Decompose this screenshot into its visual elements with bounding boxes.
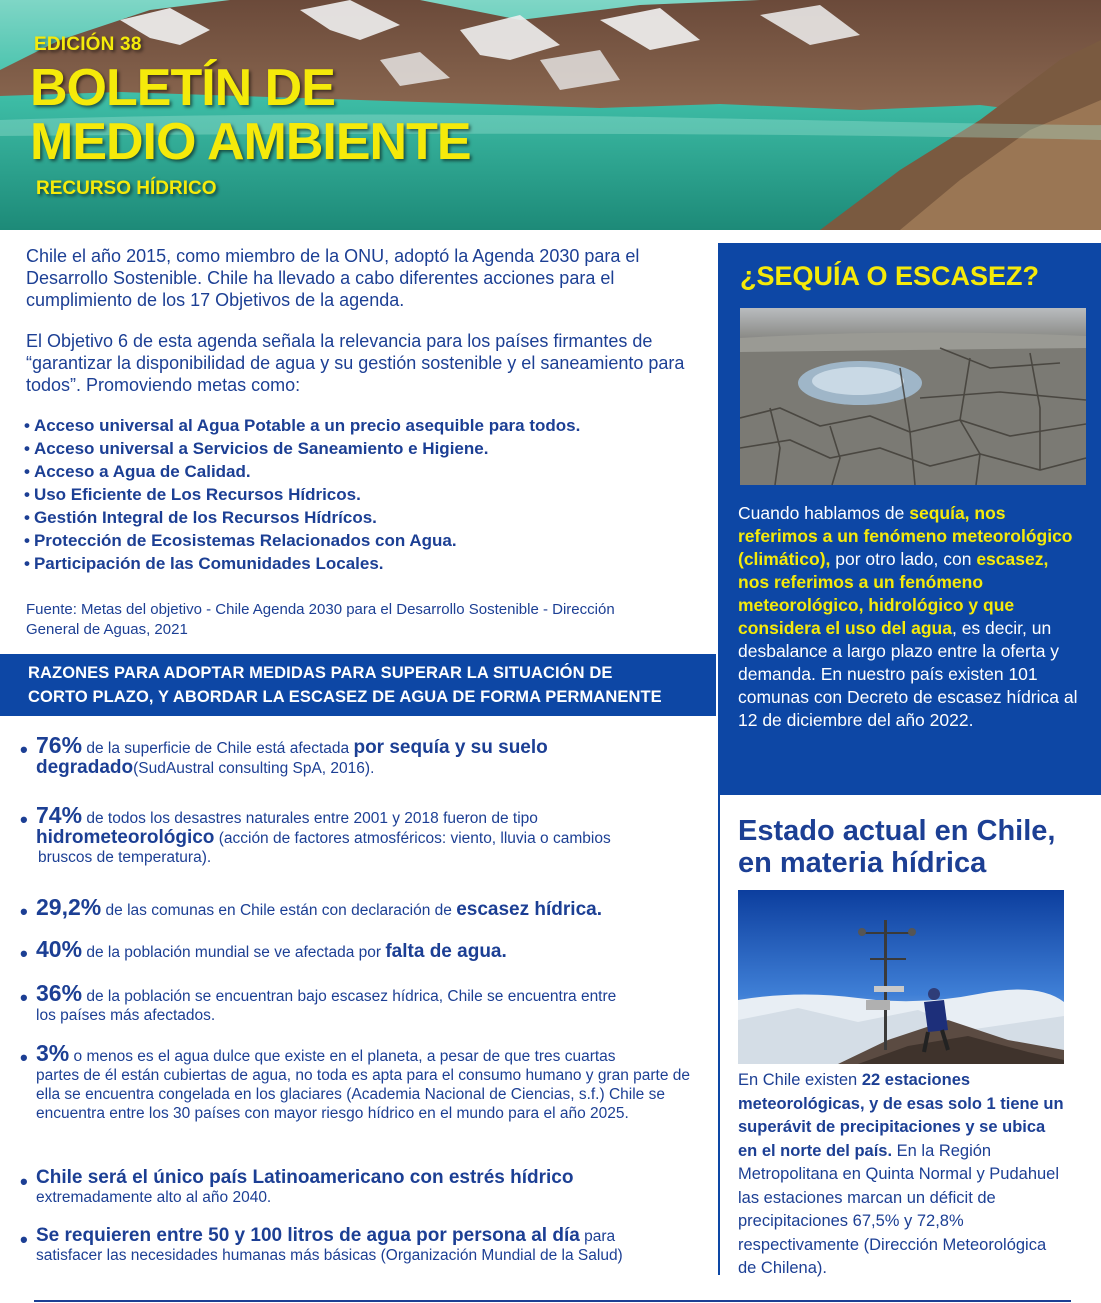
- fact-stat: 76%: [36, 732, 83, 758]
- weather-station-photo: [738, 890, 1064, 1064]
- bulletin-title-line1: BOLETÍN DE: [30, 59, 335, 117]
- reasons-banner-line1: RAZONES PARA ADOPTAR MEDIDAS PARA SUPERAR LA SITUACIÓN DE: [28, 664, 613, 682]
- goal-item: • Participación de las Comunidades Locales.: [24, 552, 714, 575]
- goal-item: • Protección de Ecosistemas Relacionados con Agua.: [24, 529, 714, 552]
- column-divider: [718, 795, 720, 1275]
- goals-list: [24, 414, 714, 575]
- drought-panel-title: ¿SEQUÍA O ESCASEZ?: [740, 261, 1040, 291]
- bulletin-title-line2: MEDIO AMBIENTE: [30, 113, 471, 171]
- fact-stat: 40%: [36, 936, 83, 962]
- fact-stat: 74%: [36, 802, 83, 828]
- fact-item: • 74% de todos los desastres naturales entre 2001 y 2018 fueron de tipo hidrometeorológico (acción de factores atmosféricos: viento, lluvia o cambios bruscos de temperatura).: [20, 802, 611, 866]
- reasons-banner-line2: CORTO PLAZO, Y ABORDAR LA ESCASEZ DE AGUA DE FORMA PERMANENTE: [28, 688, 662, 706]
- fact-stat: 29,2%: [36, 894, 102, 920]
- bullet-icon: •: [20, 941, 28, 966]
- bottom-rule: [34, 1300, 1071, 1302]
- fact-item: • 76% de la superficie de Chile está afectada por sequía y su suelo degradado(SudAustral consulting SpA, 2016).: [20, 732, 548, 778]
- bulletin-subtitle: RECURSO HÍDRICO: [36, 178, 217, 199]
- source-citation: Fuente: Metas del objetivo - Chile Agenda 2030 para el Desarrollo Sostenible - Dirección General de Aguas, 2021: [26, 601, 615, 638]
- hero-banner: [0, 0, 1101, 230]
- fact-stat: 3%: [36, 1040, 70, 1066]
- fact-item: • 29,2% de las comunas en Chile están con declaración de escasez hídrica.: [20, 894, 602, 924]
- edition-label: EDICIÓN 38: [34, 34, 142, 55]
- drought-panel: [718, 243, 1101, 795]
- fact-item: • 3% o menos es el agua dulce que existe en el planeta, a pesar de que tres cuartas partes de él están cubiertas de agua, no toda es apta para el consumo humano y gran parte de ella se encuentra congelada en los glaciares (Academia Nacional de Ciencias, s.f.) Chile se encuentra entre los 30 países con mayor riesgo hídrico en el mundo para el año 2025.: [20, 1040, 691, 1122]
- cracked-earth-photo: [740, 308, 1086, 485]
- goal-item: • Acceso universal al Agua Potable a un precio asequible para todos.: [24, 414, 714, 437]
- state-section-text: En Chile existen 22 estaciones meteorológicas, y de esas solo 1 tiene un superávit de precipitaciones y se ubica en el norte del país. En la Región Metropolitana en Quinta Normal y Pudahuel las estaciones marcan un déficit de precipitaciones 67,5% y 72,8% respectivamente (Dirección Meteorológica de Chilena).: [738, 1071, 1064, 1277]
- bullet-icon: •: [20, 1169, 28, 1194]
- bullet-icon: •: [20, 985, 28, 1010]
- fact-item: • 40% de la población mundial se ve afectada por falta de agua.: [20, 936, 507, 966]
- bullet-icon: •: [20, 899, 28, 924]
- bullet-icon: •: [20, 807, 28, 832]
- fact-item: • Chile será el único país Latinoamericano con estrés hídrico extremadamente alto al año 2040.: [20, 1167, 574, 1206]
- goal-item: • Acceso universal a Servicios de Saneamiento e Higiene.: [24, 437, 714, 460]
- reasons-banner: [0, 654, 716, 716]
- goal-item: • Uso Eficiente de Los Recursos Hídricos.: [24, 483, 714, 506]
- goal-item: • Acceso a Agua de Calidad.: [24, 460, 714, 483]
- goal-item: • Gestión Integral de los Recursos Hídrícos.: [24, 506, 714, 529]
- intro-paragraph-2: El Objetivo 6 de esta agenda señala la relevancia para los países firmantes de “garantizar la disponibilidad de agua y su gestión sostenible y el saneamiento para todos”. Promoviendo metas como:: [26, 331, 685, 395]
- fact-stat: 36%: [36, 980, 83, 1006]
- intro-paragraph-1: Chile el año 2015, como miembro de la ONU, adoptó la Agenda 2030 para el Desarrollo Sostenible. Chile ha llevado a cabo diferentes acciones para el cumplimiento de los 17 Objetivos de la agenda.: [26, 246, 640, 310]
- fact-item: • 36% de la población se encuentran bajo escasez hídrica, Chile se encuentra entre los países más afectados.: [20, 980, 617, 1024]
- fact-item: • Se requieren entre 50 y 100 litros de agua por persona al día para satisfacer las necesidades humanas más básicas (Organización Mundial de la Salud): [20, 1225, 623, 1264]
- drought-panel-text: Cuando hablamos de sequía, nos referimos a un fenómeno meteorológico (climático), por otro lado, con escasez, nos referimos a un fenómeno meteorológico, hidrológico y que considera el uso del agua, es decir, un desbalance a largo plazo entre la oferta y demanda. En nuestro país existen 101 comunas con Decreto de escasez hídrica al 12 de diciembre del año 2022.: [738, 503, 1078, 730]
- bullet-icon: •: [20, 1045, 28, 1070]
- state-section-title: Estado actual en Chile, en materia hídrica: [738, 815, 1056, 879]
- bullet-icon: •: [20, 737, 28, 762]
- bullet-icon: •: [20, 1227, 28, 1252]
